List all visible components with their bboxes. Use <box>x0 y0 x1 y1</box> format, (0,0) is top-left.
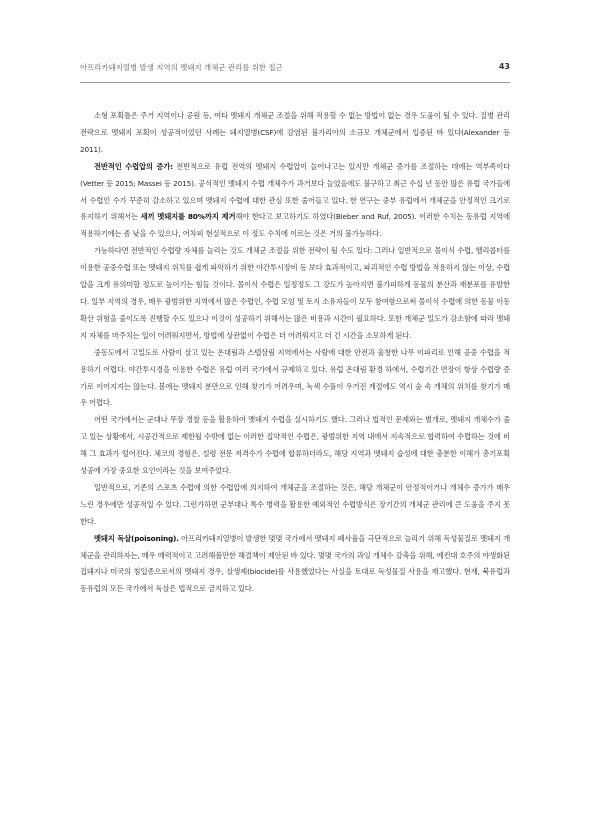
running-header <box>80 60 510 83</box>
paragraph-increase-harvest <box>80 243 510 344</box>
page-number: 43 <box>498 62 510 71</box>
paragraph-small-traps <box>80 108 510 159</box>
running-header-title: 아프리카돼지열병 발생 지역의 멧돼지 개체군 관리를 위한 접근 <box>80 63 283 72</box>
paragraph-text: 어떤 국가에서는 군대나 무장 경찰 등을 활용하여 멧돼지 수렵을 실시하기도 했다. 그러나 법적인 문제와는 별개로, 멧돼지 개체수가 줄고 있는 상황에서, 시공간적으로 제한될 수밖에 없는 이러한 집약적인 수렵은, 광범위한 지역 내에서 지속적으로 협력하여 수렵하는 것에 비해 그 효과가 떨어진다. 체코의 경험은, 설령 전문 저격수가 수렵에 합류하더라도, 해당 지역과 멧돼지 습성에 대한 충분한 이해가 총기포획 성공에 가장 중요한 요인이라는 것을 보여주었다. <box>80 415 510 476</box>
paragraph-sport-hunting <box>80 480 510 531</box>
paragraph-text: 소형 포획틀은 주거 지역이나 공원 등, 여타 멧돼지 개체군 조절을 위해 적용할 수 없는 방법이 없는 경우 도움이 될 수 있다. 질병 관리 전략으로 멧돼지 포획이 성공적이었던 사례는 돼지열병(CSF)에 감염된 불가리아의 소규모 개체군에서 입증된 바 있다(Alexander 등 2011). <box>80 111 510 154</box>
paragraph-text: 아프리카돼지열병이 발생한 몇몇 국가에서 멧돼지 폐사율을 극단적으로 늘리기 위해 독성물질로 멧돼지 개체군을 관리하자는, 매우 매력적이고 고려해볼만한 해결책이 제안된 바 있다. 몇몇 국가의 과잉 개체수 감축을 위해, 예컨대 호주의 야생화된 집돼지나 미국의 침입종으로서의 멧돼지 경우, 살생제(biocide)를 사용했었다는 사실을 토대로 독성물질 사용을 재고했다. 현재, 북유럽과 동유럽의 모든 국가에서 독살은 법적으로 금지하고 있다. <box>80 533 511 594</box>
paragraph-text: 일반적으로, 기존의 스포츠 수렵에 의한 수렵압에 의지하여 개체군을 조절하는 것은, 해당 개체군이 안정적이거나 개체수 증가가 매우 느린 경우에만 성공적일 수 있다. 그런가하면 군부대나 특수 병력을 활용한 예외적인 수렵방식은 장기간의 개체군 관리에 큰 도움을 주지 못한다. <box>80 482 510 526</box>
paragraph-overall-hunting-pressure <box>80 159 510 244</box>
paragraph-emphasis: 새끼 멧돼지를 80%까지 제거 <box>140 212 236 222</box>
paragraph-text: 중동도에서 고밀도로 사람이 살고 있는 온대림과 스텝삼림 지역에서는 사람에 대한 안전과 울창한 나무 이파리로 인해 공중 수렵을 적용하기 어렵다. 야간투시경을 이용한 수렵은 유럽 여러 국가에서 규제하고 있다. 유럽 온대림 환경 하에서, 수렵기간 연장이 항상 수렵량 증가로 이어지지는 않는다. 봄에는 멧돼지 분만으로 인해 찾기가 어려우며, 녹색 수풀이 우거진 계절에도 역시 숲 속 개체의 위치를 찾기가 매우 어렵다. <box>80 347 510 408</box>
paragraph-text: 전반적으로 유럽 전역의 멧돼지 수렵압이 늘어나고는 있지만 개체군 증가를 조절하는 데에는 역부족이다(Vetter 등 2015; Massei 등 2015). 공식적인 멧돼지 수렵 개체수가 과거보다 늘었음에도 불구하고 최근 수십 년 동안 많은 유럽 국가들에서 수렵인 수가 꾸준히 감소하고 있으며 멧돼지 수렵에 대한 관심 또한 줄어들고 있다. 한 연구는 중부 유럽에서 개체군을 안정적인 크기로 유지하기 위해서는 <box>80 161 510 222</box>
paragraph-text: 해야 한다고 보고하기도 하였다(Bieber and Ruf, 2005). 이러한 수치는 동유럽 지역에 적용하기에는 좀 낮을 수 있으나, 어차피 현실적으로 이 정도 수치에 이르는 것은 거의 불가능하다. <box>80 212 511 239</box>
paragraph-military-hunting <box>80 412 510 480</box>
paragraph-lead: 멧돼지 독살(poisoning). <box>94 533 179 543</box>
paragraph-poisoning <box>80 531 510 599</box>
paragraph-text: 가능하다면 전반적인 수렵량 자체를 늘리는 것도 개체군 조절을 위한 전략이 될 수도 있다: 그러나 일반적으로 몰이식 수렵, 헬리콥터를 이용한 공중수렵 또는 멧돼지 위치를 쉽게 파악하기 위한 야간투시장비 등 보다 효과적이고, 파괴적인 수렵 방법을 적용하지 않는 이상, 수렵압을 크게 유의미할 정도로 높이기는 힘들 것이다. 몰이식 수렵은 일정정도 그 강도가 높아지면 불가피하게 동물의 분산과 재분포를 유발한다. 일부 지역의 경우, 매우 광범위한 지역에서 많은 수렵인, 수렵 모임 및 토지 소유자들이 모두 참여함으로써 몰이식 수렵에 의한 동물 이동 확산 위험을 줄이도록 진행할 수도 있으나 이것이 성공하기 위해서는 많은 비용과 시간이 필요하다. 또한 개체군 밀도가 감소함에 따라 멧돼지 자체를 마주치는 일이 어려워지면서, 방법에 상관없이 수렵은 더 어려워지고 더 긴 시간을 소모하게 된다. <box>80 246 510 340</box>
paragraph-lead: 전반적인 수렵압의 증가: <box>94 161 173 171</box>
paragraph-aerial-hunting <box>80 345 510 413</box>
body-text <box>80 108 510 598</box>
